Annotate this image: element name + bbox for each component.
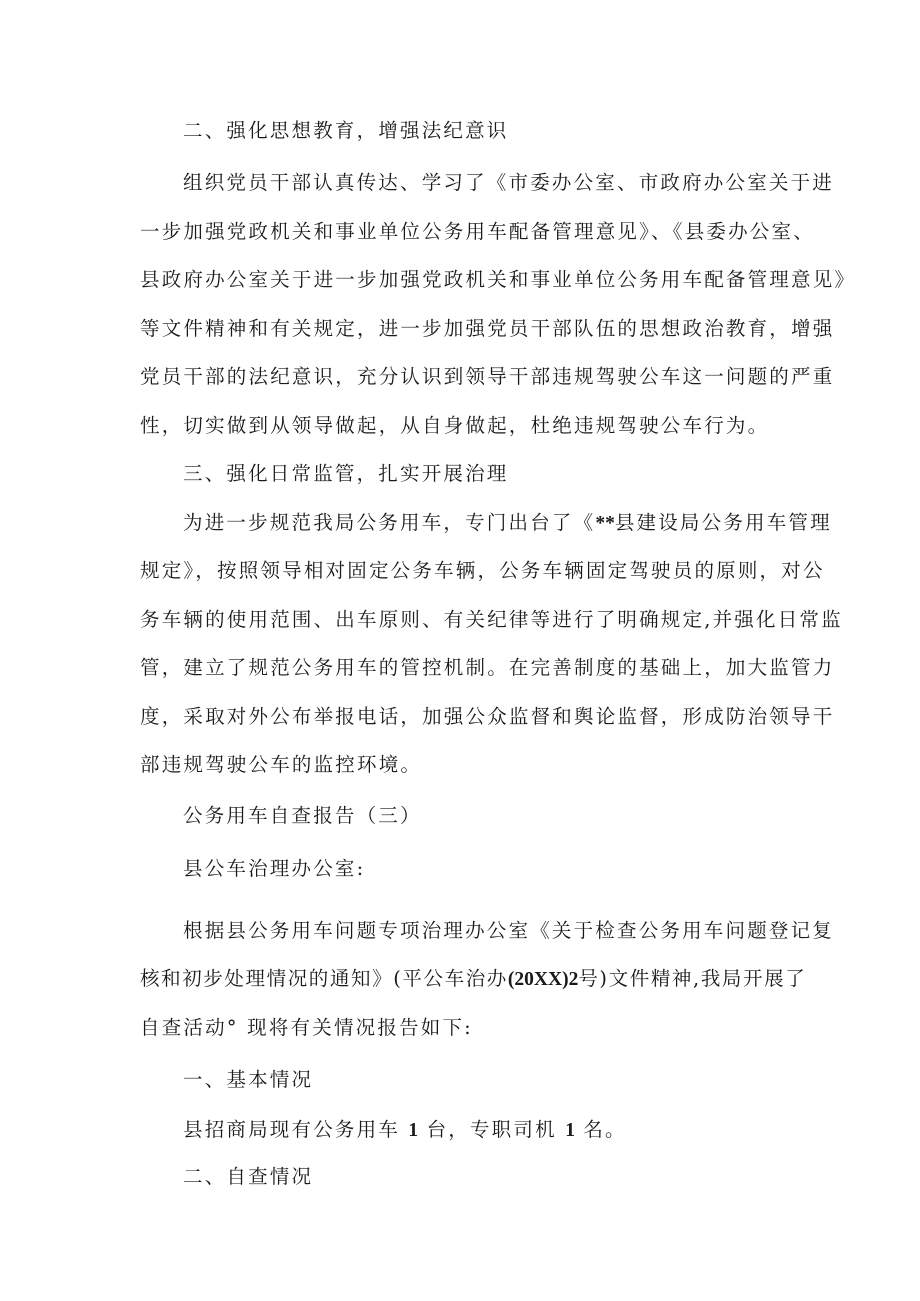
text-run: 核和初步处理情况的通知》(平公车治办 — [140, 967, 508, 990]
text-run: 号)文件精神,我局开展了 — [578, 967, 807, 990]
paragraph-line: 管，建立了规范公务用车的管控机制。在完善制度的基础上，加大监管力 — [140, 656, 835, 679]
paragraph-line — [183, 1117, 627, 1144]
paragraph-line: 县政府办公室关于进一步加强党政机关和事业单位公务用车配备管理意见》 — [140, 268, 857, 291]
paragraph-line: 部违规驾驶公车的监控环境。 — [140, 753, 423, 776]
section-heading-3: 三、强化日常监管，扎实开展治理 — [183, 462, 509, 485]
paragraph-line — [183, 510, 832, 537]
paragraph-line: 自查活动° 现将有关情况报告如下: — [140, 1016, 473, 1039]
paragraph-line: 等文件精神和有关规定，进一步加强党员干部队伍的思想政治教育，增强 — [140, 317, 835, 340]
paragraph-line: 党员干部的法纪意识，充分认识到领导干部违规驾驶公车这一问题的严重 — [140, 365, 835, 388]
section-heading-2: 二、强化思想教育，增强法纪意识 — [183, 119, 509, 142]
paragraph-line: 规定》，按照领导相对固定公务车辆，公务车辆固定驾驶员的原则，对公 — [140, 559, 825, 582]
paragraph-line: 度，采取对外公布举报电话，加强公众监督和舆论监督，形成防治领导干 — [140, 705, 835, 728]
paragraph-line: 组织党员干部认真传达、学习了《市委办公室、市政府办公室关于进 — [183, 171, 835, 194]
paragraph-line: 根据县公务用车问题专项治理办公室《关于检查公务用车问题登记复 — [183, 919, 835, 942]
report-title: 公务用车自查报告（三） — [183, 804, 422, 827]
section-heading-self: 二、自查情况 — [183, 1165, 314, 1188]
text-run-bold: 1 — [408, 1120, 419, 1141]
paragraph-line: 一步加强党政机关和事业单位公务用车配备管理意见》、《县委办公室、 — [140, 220, 815, 243]
paragraph-line: 务车辆的使用范围、出车原则、有关纪律等进行了明确规定,并强化日常监 — [140, 608, 843, 631]
addressee: 县公车治理办公室: — [183, 857, 366, 880]
text-run-bold: 1 — [565, 1120, 575, 1141]
paragraph-line — [140, 966, 806, 993]
text-run: 县招商局现有公务用车 — [183, 1118, 401, 1141]
text-run: 县建设局公务用车管理 — [614, 511, 832, 534]
section-heading-basic: 一、基本情况 — [183, 1068, 314, 1091]
paragraph-line: 性，切实做到从领导做起，从自身做起，杜绝违规驾驶公车行为。 — [140, 414, 770, 437]
text-run-bold: ** — [595, 513, 615, 534]
text-run: 为进一步规范我局公务用车，专门出台了《 — [183, 511, 596, 534]
text-run-bold: (20XX)2 — [507, 969, 579, 990]
text-run: 名。 — [583, 1118, 627, 1141]
text-run: 台，专职司机 — [426, 1118, 557, 1141]
